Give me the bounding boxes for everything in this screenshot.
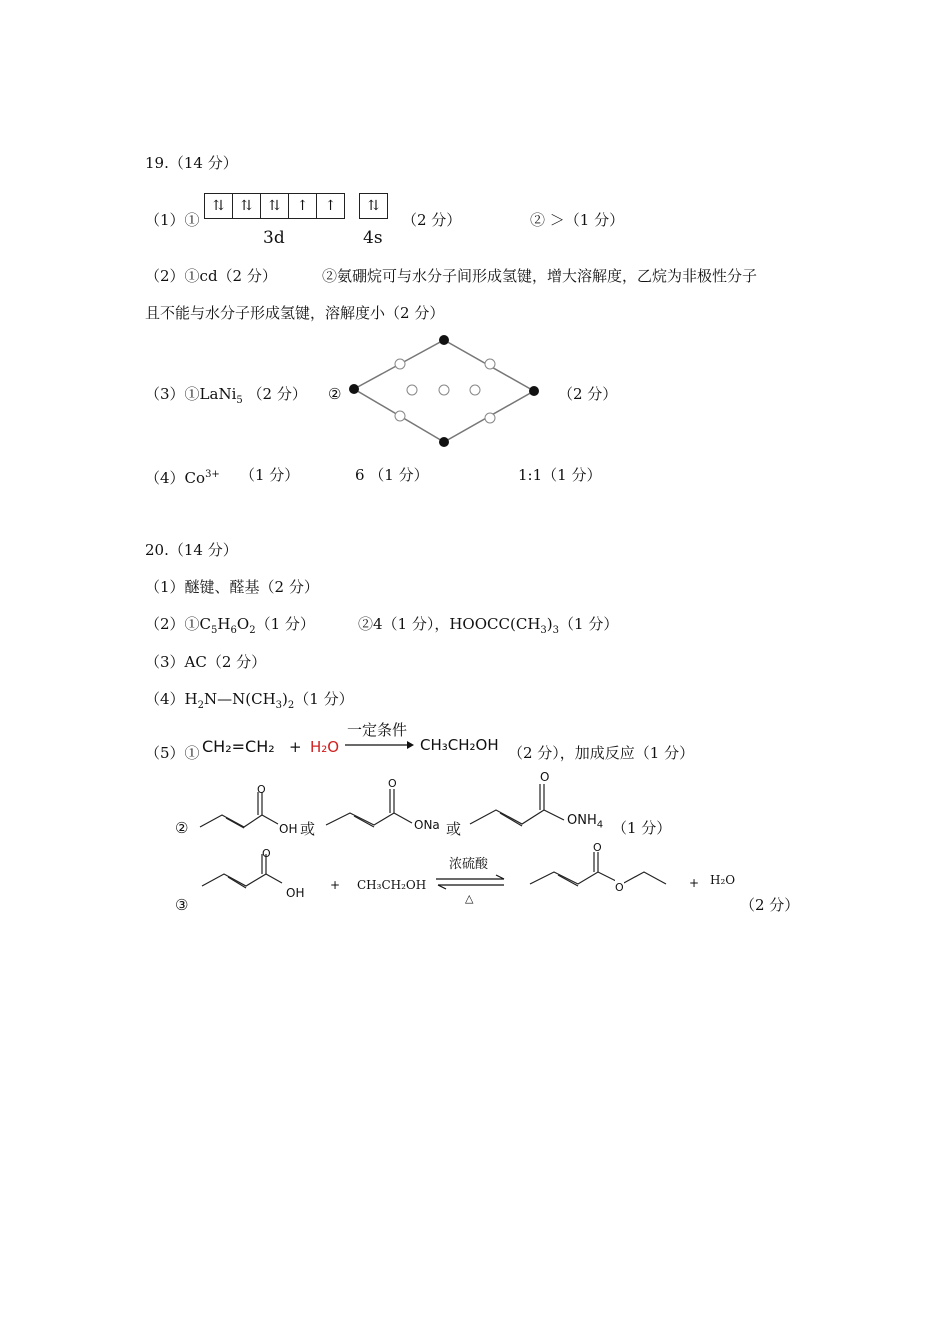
eq1-ethylene: CH₂=CH₂ bbox=[202, 737, 275, 756]
q20-p3: （3）AC（2 分） bbox=[145, 653, 267, 671]
eq3-condition-bottom: △ bbox=[465, 892, 474, 905]
eq1-condition: 一定条件 bbox=[347, 721, 408, 739]
q19-p4-sup: 3+ bbox=[205, 469, 220, 480]
sub: 3 bbox=[552, 625, 560, 636]
txt: ) bbox=[546, 615, 553, 633]
q20-p1: （1）醚键、醛基（2 分） bbox=[145, 578, 319, 596]
q19-p1b: ② ＞（1 分） bbox=[530, 211, 625, 229]
carbonyl-o: O bbox=[593, 841, 602, 854]
q20-header: 20.（14 分） bbox=[145, 541, 238, 559]
group-onh4 bbox=[567, 811, 603, 836]
q20-p4 bbox=[145, 689, 354, 716]
orbital-box: ⇅ bbox=[205, 194, 233, 218]
group-oh: OH bbox=[286, 886, 305, 900]
eq1-plus: + bbox=[289, 738, 302, 756]
q20-p5c-score: （2 分） bbox=[740, 896, 800, 914]
sub: 2 bbox=[249, 625, 256, 636]
q19-p2b: ②氨硼烷可与水分子间形成氢键，增大溶解度，乙烷为非极性分子 bbox=[322, 267, 758, 285]
orbital-box: ⇅ bbox=[233, 194, 261, 218]
sub: 5 bbox=[211, 625, 218, 636]
eq1-water: H₂O bbox=[310, 738, 340, 756]
eq1-score: （2 分），加成反应（1 分） bbox=[508, 744, 695, 762]
q19-p1-label: （1）① bbox=[145, 211, 200, 229]
eq3-ethanol: CH₃CH₂OH bbox=[357, 878, 427, 892]
ester-o: O bbox=[615, 878, 624, 898]
sub: 2 bbox=[287, 700, 295, 711]
q19-p1-score: （2 分） bbox=[402, 211, 462, 229]
q20-p2b bbox=[358, 614, 618, 641]
q19-p3-score: （2 分） bbox=[247, 385, 307, 403]
sub: 2 bbox=[197, 700, 204, 711]
eq3-water: H₂O bbox=[710, 873, 736, 887]
txt: ONH bbox=[567, 813, 597, 828]
q19-p4-line bbox=[145, 465, 220, 488]
score: （1 分） bbox=[255, 615, 315, 633]
eq3-plus: + bbox=[330, 878, 341, 892]
or-text: 或 bbox=[300, 820, 316, 838]
or-text: 或 bbox=[446, 820, 462, 838]
q20-p5c-circ: ③ bbox=[175, 896, 189, 914]
q19-p2c: 且不能与水分子形成氢键，溶解度小（2 分） bbox=[145, 304, 445, 322]
q20-p2a-pre: （2）①C bbox=[145, 615, 212, 633]
score: （1 分） bbox=[559, 615, 619, 633]
sub: 3 bbox=[540, 625, 547, 636]
carbonyl-o: O bbox=[388, 777, 397, 790]
orbital-box: ↑ bbox=[289, 194, 317, 218]
txt: O bbox=[236, 615, 250, 633]
sub: 3 bbox=[275, 700, 283, 711]
q19-p3-pre: （3）① bbox=[145, 385, 200, 403]
carbonyl-o: O bbox=[257, 783, 266, 796]
q20-p2a bbox=[145, 614, 315, 641]
orbital-3d-boxes bbox=[204, 193, 345, 219]
q19-p3-sub: 5 bbox=[236, 395, 243, 406]
eq1-ethanol: CH₃CH₂OH bbox=[420, 736, 499, 754]
q19-p3-score2: （2 分） bbox=[558, 385, 618, 403]
q19-p4-b: 6 （1 分） bbox=[355, 466, 429, 484]
q20-p5-pre: （5）① bbox=[145, 744, 200, 762]
orbital-box: ↑ bbox=[324, 198, 337, 214]
q19-p3-line bbox=[145, 384, 307, 411]
equilibrium-arrow bbox=[436, 875, 506, 889]
lattice-diagram bbox=[340, 330, 550, 455]
orbital-4s-box bbox=[359, 193, 388, 219]
q19-p3-circ: ② bbox=[328, 385, 342, 403]
label-4s: 4s bbox=[363, 228, 383, 248]
score: （1 分） bbox=[294, 690, 354, 708]
eq3-plus2: + bbox=[689, 876, 700, 890]
txt: H bbox=[217, 615, 231, 633]
reaction-arrow bbox=[345, 739, 415, 751]
txt: ) bbox=[282, 690, 288, 708]
sub: 4 bbox=[596, 819, 604, 831]
q20-p5b-score: （1 分） bbox=[612, 819, 672, 837]
carbonyl-o: O bbox=[262, 847, 271, 860]
q19-header: 19.（14 分） bbox=[145, 154, 238, 172]
q19-p4-pre: （4）Co bbox=[145, 469, 206, 487]
q19-p3-formula: LaNi bbox=[199, 385, 237, 403]
group-oh: OH bbox=[279, 822, 298, 836]
eq3-condition-top: 浓硫酸 bbox=[449, 857, 489, 872]
q20-p5b-circ: ② bbox=[175, 819, 189, 837]
q19-p2a: （2）①cd（2 分） bbox=[145, 267, 277, 285]
carbonyl-o: O bbox=[540, 770, 550, 784]
orbital-box: ⇅ bbox=[261, 194, 289, 218]
orbital-box: ⇅ bbox=[367, 198, 380, 214]
sub: 6 bbox=[230, 625, 237, 636]
txt: N—N(CH bbox=[204, 690, 276, 708]
txt: ②4（1 分），HOOCC(CH bbox=[358, 615, 541, 633]
q19-p4-s1: （1 分） bbox=[240, 466, 300, 484]
group-ona: ONa bbox=[414, 818, 440, 832]
q19-p4-c: 1:1（1 分） bbox=[518, 466, 602, 484]
ammonium-crotonate-structure bbox=[466, 770, 576, 830]
label-3d: 3d bbox=[263, 228, 285, 248]
txt: （4）H bbox=[145, 690, 198, 708]
